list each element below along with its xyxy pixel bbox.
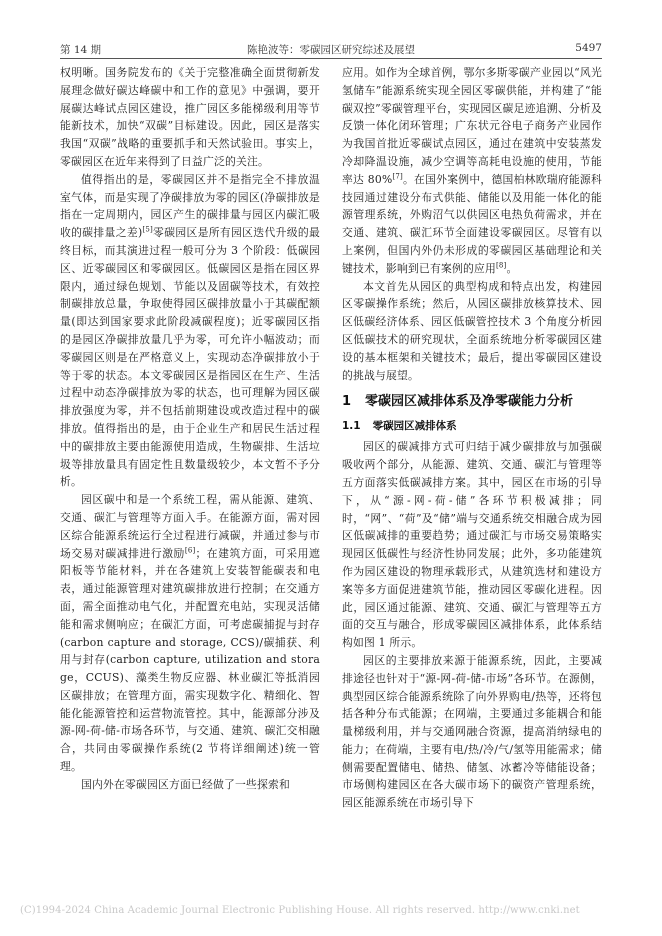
- left-column: [60, 64, 320, 794]
- paragraph-text: 。: [506, 261, 518, 275]
- paragraph-text: 应用。如作为全球首例，鄂尔多斯零碳产业园以“风光氢储车”能源系统实现全园区零碳供能，并构建了“能碳双控”零碳管理平台，实现园区碳足迹追溯、分析及反馈一体化闭环管理；广东状元谷电子商务产业园作为我国首批近零碳试点园区，通过在建筑中安装蒸发冷却降温设施，减少空调等高耗电设施的使用，节能率达 80%: [342, 66, 602, 186]
- section-number: 1: [342, 394, 352, 410]
- paragraph: 园区的主要排放来源于能源系统，因此，主要减排途径也针对于“源-网-荷-储-市场”各环节。在源侧，典型园区综合能源系统除了向外界购电/热等，还将包括各种分布式能源；在网端，主要通过多能耦合和能量梯级利用，并与交通网融合资源，提高消纳绿电的能力；在荷端，主要有电/热/冷/气/氢等用能需求；储侧需要配置储电、储热、储氢、冰蓄冷等储能设备；市场侧构建园区在各大碳市场下的碳资产管理系统，园区能源系统在市场引导下: [342, 653, 602, 810]
- section-heading: [342, 392, 602, 412]
- subsection-heading: [342, 418, 602, 435]
- paragraph: 本文首先从园区的典型构成和特点出发，构建园区零碳操作系统；然后，从园区碳排放核算技术、园区低碳经济体系、园区低碳管控技术 3 个角度分析园区低碳技术的研究现状，全面系统地分析零碳园区建设的基本框架和关键技术；最后，提出零碳园区建设的挑战与展望。: [342, 279, 602, 382]
- paragraph-text: 园区碳中和是一个系统工程，需从能源、建筑、交通、碳汇与管理等方面入手。在能源方面，需对园区综合能源系统运行全过程进行减碳，并通过参与市场交易对碳减排进行激励: [60, 493, 320, 560]
- paragraph: 园区的碳减排方式可归结于减少碳排放与加强碳吸收两个部分，从能源、建筑、交通、碳汇与管理等五方面落实低碳减排方案。其中，园区在市场的引导下，从“源-网-荷-储”各环节积极减排；同时，“网”、“荷”及“储”端与交通系统交相融合成为园区低碳减排的重要趋势；通过碳汇与市场交易策略实现园区低碳性与经济性协同发展；此外，多功能建筑作为园区建设的物理承载形式，从建筑选材和建设方案等多方面促进建筑节能，推动园区零碳化进程。因此，园区通过能源、建筑、交通、碳汇与管理等五方面的交互与融合，形成零碳园区减排体系，此体系结构如图 1 所示。: [342, 440, 602, 650]
- running-title: 陈艳波等：零碳园区研究综述及展望: [247, 44, 415, 56]
- paragraph-text: 。在国外案例中，德国柏林欧瑞府能源科技园通过建设分布式供能、储能以及用能一体化的能源管理系统，外购沼气以供园区电热负荷需求，并在交通、建筑、碳汇环节全面建设零碳园区。尽管有以上案例，但国内外仍未形成的零碳园区基础理论和关键技术，影响到已有案例的应用: [342, 172, 602, 275]
- subsection-title: 零碳园区减排体系: [372, 420, 457, 433]
- section-title: 零碳园区减排体系及净零碳能力分析: [365, 394, 574, 410]
- citation: [6]: [184, 545, 196, 554]
- issue-number: 第 14 期: [60, 44, 102, 56]
- paragraph-text: ；在建筑方面，可采用遮阳板等节能材料，并在各建筑上安装智能碳表和电表，通过能源管理对建筑碳排放进行控制；在交通方面，需全面推动电气化，并配置充电站，实现灵活储能和需求侧响应；在碳汇方面，可考虑碳捕捉与封存(carbon capture and storage, CCS)/碳捕获、利用与封存(carbon capture, utilization and storage，CCUS)、藻类生物反应器、林业碳汇等抵消园区碳排放；在管理方面，需实现数字化、精细化、智能化能源管控和运营物流管控。其中，能源部分涉及源-网-荷-储-市场各环节，与交通、建筑、碳汇交相融合，共同由零碳操作系统(2 节将详细阐述)统一管理。: [60, 546, 320, 774]
- page-number: 5497: [575, 42, 602, 54]
- paragraph: [60, 171, 320, 491]
- citation: [5]: [142, 225, 153, 234]
- paragraph: [342, 64, 602, 278]
- paragraph: [60, 491, 320, 776]
- copyright-footer: (C)1994-2024 China Academic Journal Electronic Publishing House. All rights reserved. http://www.cnki.net: [20, 905, 580, 916]
- header-rule: [60, 58, 602, 59]
- subsection-number: 1.1: [342, 420, 361, 433]
- paragraph: 权明晰。国务院发布的《关于完整准确全面贯彻新发展理念做好碳达峰碳中和工作的意见》中强调，要开展碳达峰试点园区建设，推广园区多能梯级利用等节能新技术，加快“双碳”目标建设。因此，园区是落实我国“双碳”战略的重要抓手和天然试验田。事实上，零碳园区在近年来得到了日益广泛的关注。: [60, 66, 320, 168]
- citation: [8]: [495, 261, 507, 270]
- right-column: [342, 64, 602, 812]
- paragraph-text: 值得指出的是，零碳园区并不是指完全不排放温室气体，而是实现了净碳排放为零的园区(净碳排放是指在一定周期内，园区产生的碳排量与园区内碳汇吸收的碳排量之差): [60, 172, 320, 240]
- paragraph-text: 零碳园区是所有园区迭代升级的最终目标，而其演进过程一般可分为 3 个阶段：低碳园区、近零碳园区和零碳园区。低碳园区是指在园区界限内，通过绿色规划、节能以及固碳等技术，有效控制碳排放总量，争取使得园区碳排放量小于其碳配额量(即达到国家要求此阶段减碳程度)；近零碳园区指的是园区净碳排放量几乎为零，可允许小幅波动；而零碳园区则是在严格意义上，实现动态净碳排放小于等于零的状态。本文零碳园区是指园区在生产、生活过程中动态净碳排放为零的状态，也可理解为园区碳排放强度为零，并不包括前期建设或改造过程中的碳排放。值得指出的是，由于企业生产和居民生活过程中的碳排放主要由能源使用造成，生物碳排、生活垃圾等排放量具有固定性且数量级较少，本文暂不予分析。: [60, 226, 320, 489]
- page-header: [60, 38, 602, 58]
- paragraph: 国内外在零碳园区方面已经做了一些探索和: [81, 777, 290, 791]
- citation: [7]: [392, 172, 403, 181]
